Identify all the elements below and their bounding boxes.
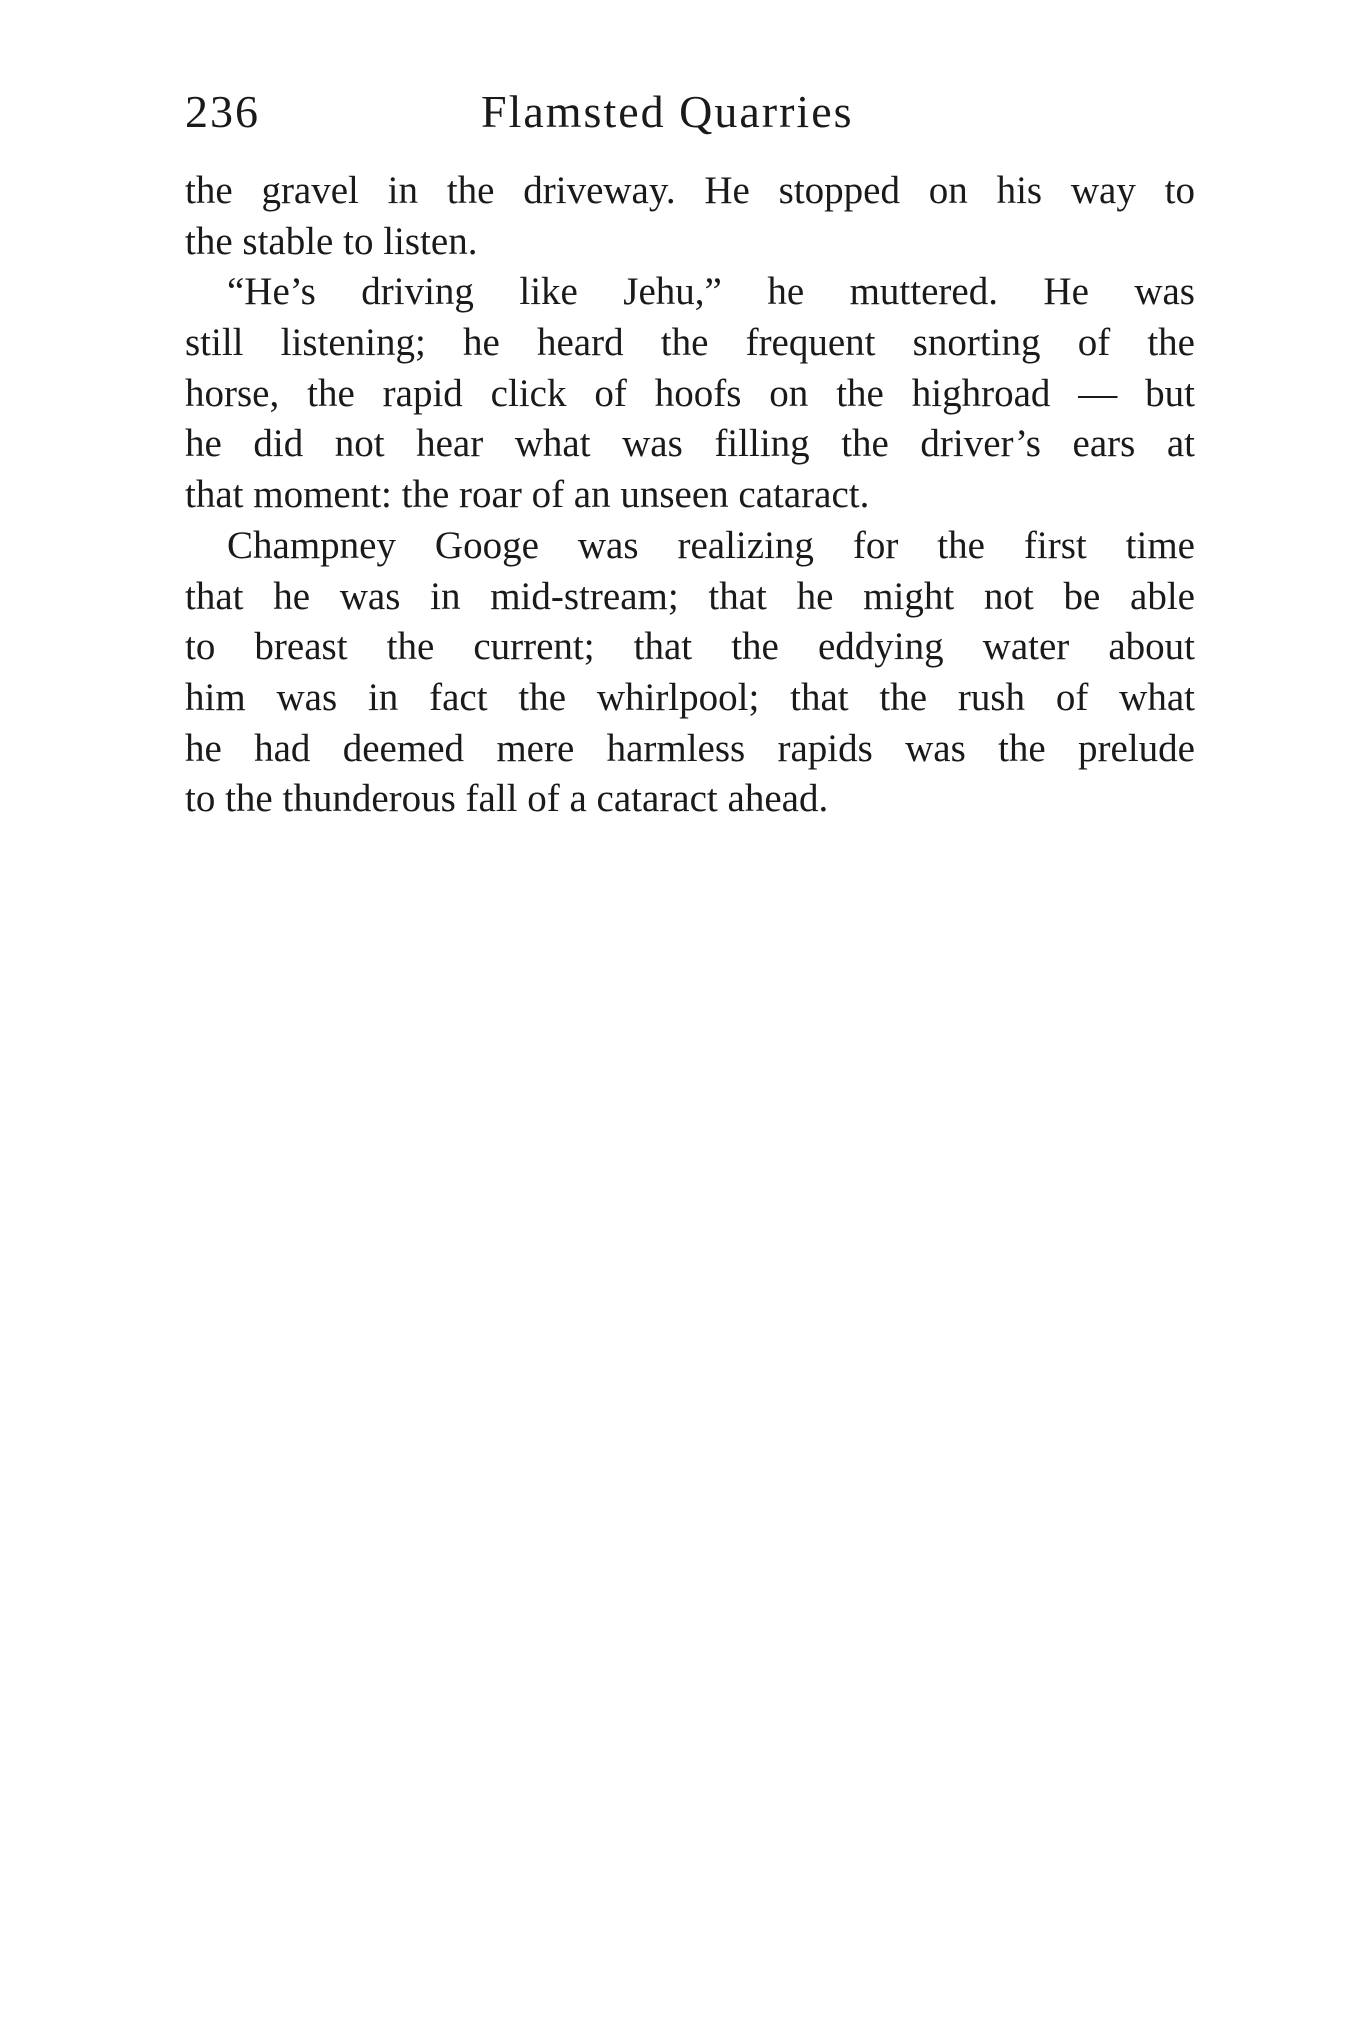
text-line: still listening; he heard the frequent snorting of the (185, 321, 1195, 365)
running-head (185, 82, 1195, 142)
text-line: he had deemed mere harmless rapids was the prelude (185, 726, 1195, 770)
running-title: Flamsted Quarries (481, 86, 854, 137)
text-line: that moment: the roar of an unseen cataract. (185, 473, 870, 517)
text-line: the stable to listen. (185, 219, 478, 263)
text-line: horse, the rapid click of hoofs on the highroad — but (185, 371, 1195, 415)
body-text (185, 166, 1195, 825)
text-line: “He’s driving like Jehu,” he muttered. He was (227, 270, 1195, 314)
text-line: the gravel in the driveway. He stopped on his way to (185, 169, 1195, 212)
text-line: to breast the current; that the eddying water about (185, 625, 1195, 669)
paragraph-3 (185, 521, 1195, 825)
text-line: to the thunderous fall of a cataract ahead. (185, 777, 829, 821)
text-line: him was in fact the whirlpool; that the rush of what (185, 675, 1195, 719)
text-line: Champney Googe was realizing for the first time (227, 523, 1195, 567)
paragraph-2 (185, 267, 1195, 520)
text-line: that he was in mid-stream; that he might not be able (185, 574, 1195, 618)
paragraph-1 (185, 166, 1195, 267)
page-number: 236 (185, 86, 260, 137)
text-line: he did not hear what was filling the driver’s ears at (185, 422, 1195, 466)
